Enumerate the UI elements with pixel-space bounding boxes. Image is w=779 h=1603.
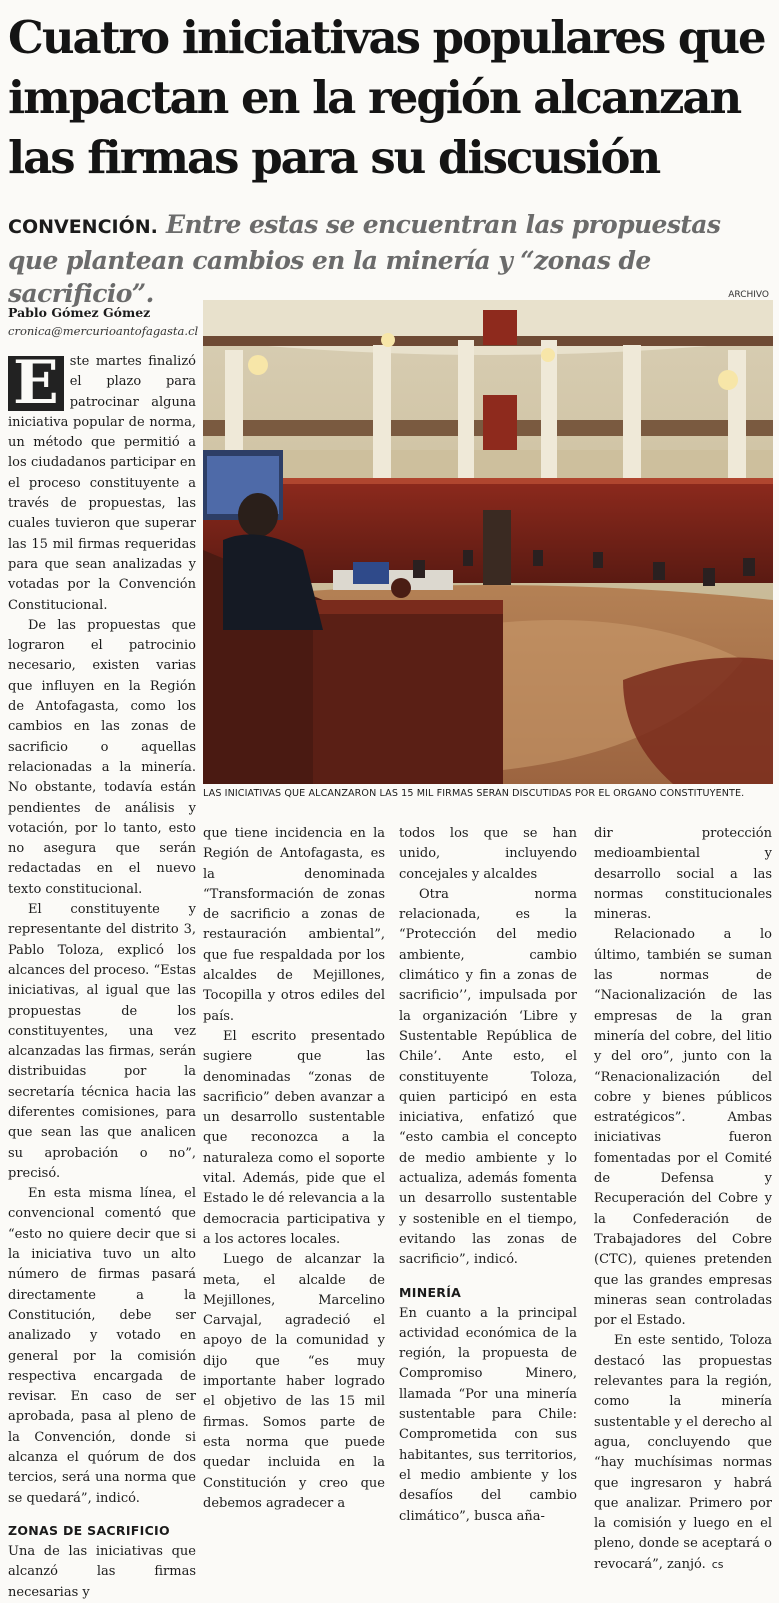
paragraph-4: En esta misma línea, el convencional comentó que “esto no quiere decir que si la iniciativa tuvo un alto número de firmas pasará directamente a la Constitución, debe ser analizado y votado en general por la comisión respectiva encargada de revisar. En caso de ser aprobada, pasa al pleno de la Convención, donde si alcanza el quórum de dos tercios, será una norma que se quedará”, indicó. — [8, 1186, 196, 1506]
byline-author: Pablo Gómez Gómez — [8, 305, 151, 320]
paragraph-6: que tiene incidencia en la Región de Antofagasta, es la denominada “Transformación de zonas de sacrificio a zonas de restauración ambiental”, que fue respaldada por los alcaldes de Mejillones, Tocopilla y otros ediles del país. — [203, 826, 385, 1024]
paragraph-2: De las propuestas que lograron el patrocinio necesario, existen varias que influyen en la Región de Antofagasta, como los cambios en las zonas de sacrificio o aquellas relacionadas a la minería. No obstante, todavía están pendientes de análisis y votación, por lo tanto, esto no asegura que serán redactadas en el nuevo texto constitucional. — [8, 617, 196, 897]
article-column-3 — [399, 824, 577, 1527]
article-column-4 — [594, 824, 772, 1575]
article-column-1 — [8, 348, 196, 1603]
paragraph-10: Otra norma relacionada, es la “Protección del medio ambiente, cambio climático y fin a zonas de sacrificio’’, impulsada por la organización ‘Libre y Sustentable República de Chile’. Ante esto, el constituyente Toloza, quien participó en esta iniciativa, enfatizó que “esto cambia el concepto de medio ambiente y lo actualiza, además fomenta un desarrollo sustentable y sostenible en el tiempo, evitando las zonas de sacrificio”, indicó. — [399, 886, 577, 1268]
photo-credit: ARCHIVO — [728, 290, 769, 300]
section-heading-mineria: MINERÍA — [399, 1284, 462, 1300]
article-photo — [203, 300, 773, 784]
paragraph-3: El constituyente y representante del distrito 3, Pablo Toloza, explicó los alcances del proceso. “Estas iniciativas, al igual que las propuestas de los constituyentes, una vez alcanzadas las firmas, serán distribuidas por la secretaría técnica hacia las diferentes comisiones, para que sean las que analicen su aprobación o no”, precisó. — [8, 902, 196, 1181]
end-mark: cs — [711, 1557, 724, 1571]
article-column-2 — [203, 824, 385, 1514]
paragraph-5: Una de las iniciativas que alcanzó las firmas necesarias y — [8, 1543, 196, 1600]
paragraph-1-text: ste martes finalizó el plazo para patrocinar alguna iniciativa popular de norma, un método que permitió a los ciudadanos participar en el proceso constituyente a través de propuestas, las cuales tuvieron que superar las 15 mil firmas requeridas para que sean analizadas y votadas por la Convención Constitucional. — [8, 354, 196, 613]
paragraph-9: todos los que se han unido, incluyendo concejales y alcaldes — [399, 826, 577, 882]
kicker: CONVENCIÓN. — [8, 216, 158, 238]
photo-caption: LAS INICIATIVAS QUE ALCANZARON LAS 15 MIL FIRMAS SERÁN DISCUTIDAS POR EL ÓRGANO CONSTITUYENTE. — [203, 788, 745, 799]
subhead — [8, 208, 773, 310]
paragraph-7: El escrito presentado sugiere que las denominadas “zonas de sacrificio” deben avanzar a un desarrollo sustentable que reconozca a la naturaleza como el soporte vital. Además, pide que el Estado le dé relevancia a la democracia participativa y a los actores locales. — [203, 1028, 385, 1247]
paragraph-8: Luego de alcanzar la meta, el alcalde de Mejillones, Marcelino Carvajal, agradeció el apoyo de la comunidad y dijo que “es muy importante haber logrado el objetivo de las 15 mil firmas. Somos parte de esta norma que puede quedar incluida en la Constitución y creo que debemos agradecer a — [203, 1252, 385, 1511]
paragraph-14 — [594, 1331, 772, 1575]
paragraph-1 — [8, 348, 196, 616]
paragraph-11: En cuanto a la principal actividad económica de la región, la propuesta de Compromiso Minero, llamada “Por una minería sustentable para Chile: Comprometida con sus habitantes, sus territorios, el medio ambiente y los desafíos del cambio climático”, busca aña- — [399, 1305, 577, 1524]
byline — [8, 304, 198, 340]
subhead-text: Entre estas se encuentran las propuestas que plantean cambios en la minería y “zonas de sacrificio”. — [8, 210, 721, 308]
paragraph-13: Relacionado a lo último, también se suman las normas de “Nacionalización de las empresas de la gran minería del cobre, del litio y del oro”, junto con la “Renacionalización del cobre y bienes públicos estratégicos”. Ambas iniciativas fueron fomentadas por el Comité de Defensa y Recuperación del Cobre y la Confederación de Trabajadores del Cobre (CTC), quienes pretenden que las grandes empresas mineras sean controladas por el Estado. — [594, 927, 772, 1329]
paragraph-14-text: En este sentido, Toloza destacó las propuestas relevantes para la región, como la minería sustentable y el derecho al agua, concluyendo que “hay muchísimas normas que ingresaron y habrá que analizar. Primero por la comisión y luego en el pleno, donde se aceptará o revocará”, zanjó. — [594, 1333, 772, 1572]
chamber-photo-illustration — [203, 300, 773, 784]
byline-email: cronica@mercurioantofagasta.cl — [8, 324, 199, 338]
section-heading-zonas: ZONAS DE SACRIFICIO — [8, 1522, 170, 1538]
dropcap: E — [8, 356, 64, 411]
paragraph-12: dir protección medioambiental y desarrollo social a las normas constitucionales mineras. — [594, 826, 772, 923]
headline: Cuatro iniciativas populares que impactan en la región alcanzan las firmas para su discusión — [8, 11, 765, 184]
